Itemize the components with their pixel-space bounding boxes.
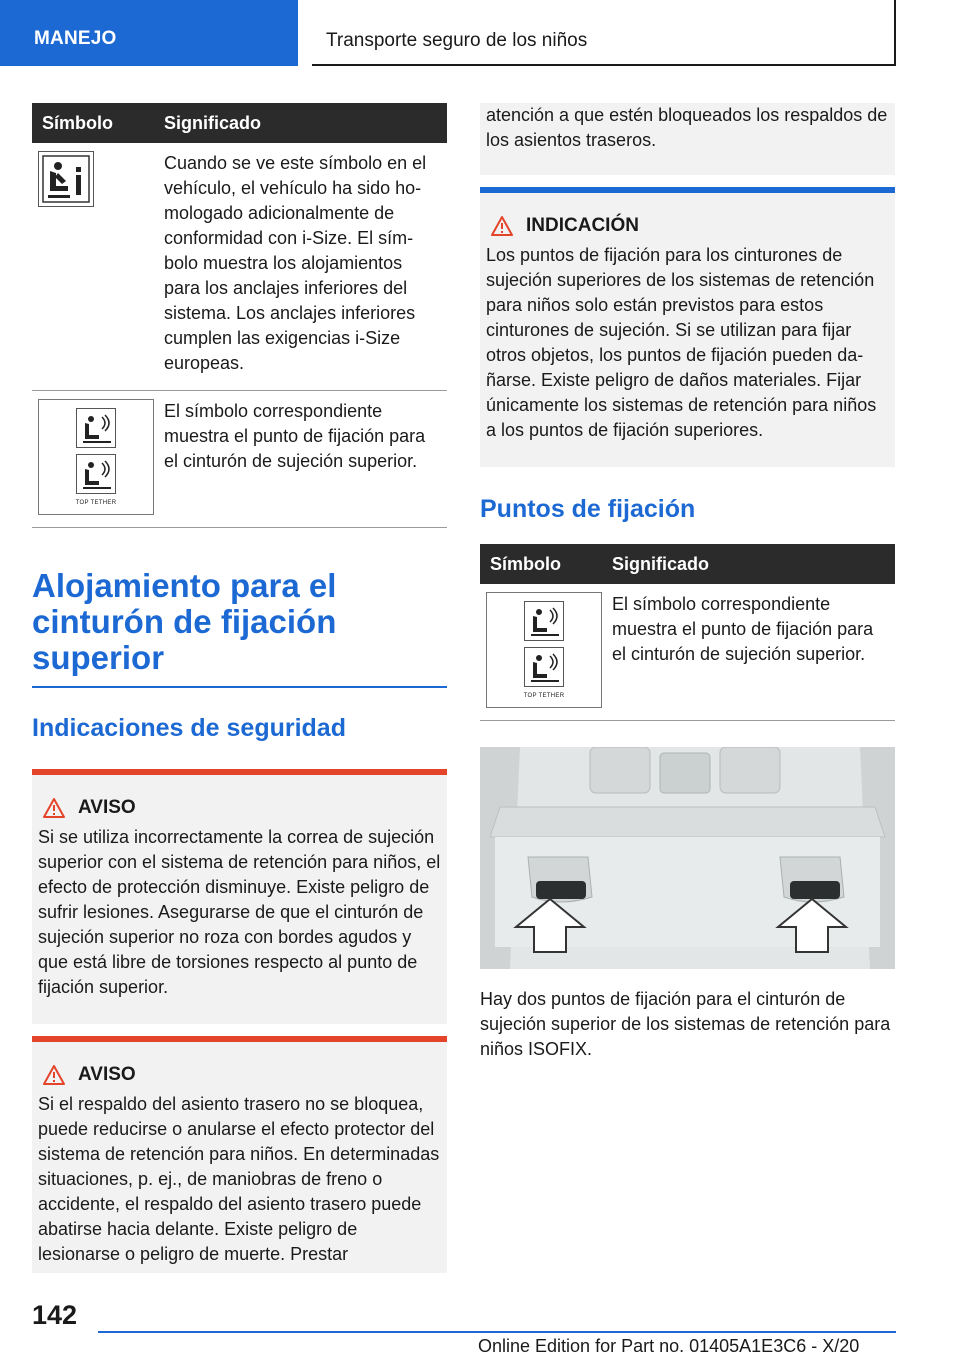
table-row: [32, 391, 447, 528]
warning-title: AVISO: [78, 797, 136, 818]
col-symbol-header: Símbolo: [490, 553, 561, 574]
right-column: [480, 103, 895, 1062]
tether-symbol-icon: [524, 647, 564, 687]
warning-box: [32, 1036, 447, 1273]
subsection-title: Indicaciones de seguridad: [32, 714, 346, 742]
warning-title: AVISO: [78, 1064, 136, 1085]
page-number: 142: [32, 1300, 78, 1330]
table-row: [480, 584, 895, 721]
table-row: [32, 143, 447, 391]
warning-triangle-icon: [42, 797, 66, 819]
warning-box-continued: [480, 103, 895, 175]
tether-symbol-icon: [76, 454, 116, 494]
warning-triangle-icon: [490, 215, 514, 237]
notice-box: [480, 187, 895, 467]
section-title: Alojamiento para el cinturón de fijación superior: [32, 568, 447, 688]
tether-symbol-icon: [76, 408, 116, 448]
i-size-child-seat-icon: [38, 151, 94, 207]
row-description: El símbolo correspondiente muestra el punto de fijación para el cinturón de sujeción superior.: [612, 594, 874, 664]
header-section-tab: [0, 0, 298, 66]
photo-caption: Hay dos puntos de fijación para el cinturón de sujeción superior de los sistemas de retención para niños ISOFIX.: [480, 989, 891, 1059]
notice-title: INDICACIÓN: [526, 215, 639, 236]
warning-triangle-icon: [42, 1064, 66, 1086]
notice-body: Los puntos de fijación para los cinturones de sujeción superiores de los sistemas de retención para niños solo están previstos para estos cinturones de sujeción. Si se utilizan para fijar otros objetos, los puntos de fijación pueden dañarse. Existe peligro de daños materiales. Fijar únicamente los sistemas de retención para niños a los puntos de fijación superiores.: [486, 245, 877, 440]
col-meaning-header: Significado: [612, 553, 710, 574]
top-tether-icon: [38, 399, 154, 515]
header-section-label: MANEJO: [34, 28, 117, 49]
tether-icon-label: TOP TETHER: [523, 693, 565, 699]
row-description: Cuando se ve este símbolo en el vehículo, el vehículo ha sido homologado adicionalmente de conformidad con i-Size. El símbolo muestra los alojamientos para los anclajes inferiores del sistema. Los anclajes inferiores cumplen las exigencias i-Size europeas.: [164, 153, 427, 373]
right-section-title: Puntos de fijación: [480, 495, 696, 523]
symbol-table-header: [32, 103, 447, 143]
row-description: El símbolo correspondiente muestra el punto de fijación para el cinturón de sujeción superior.: [164, 401, 426, 471]
header-chapter-tab: [312, 0, 896, 66]
warning-body-continued: atención a que estén bloqueados los respaldos de los asientos traseros.: [486, 105, 888, 150]
col-symbol-header: Símbolo: [42, 112, 113, 133]
rear-seat-photo: [480, 747, 895, 969]
warning-body: Si se utiliza incorrectamente la correa de sujeción superior con el sistema de retención para niños, el efecto de protección disminuye. Existe peligro de sufrir lesiones. Asegurarse de que el cinturón de sujeción superior no roza con bordes agudos y que está libre de torsiones respecto al punto de fijación superior.: [38, 827, 441, 997]
left-column: [32, 103, 447, 1273]
warning-body: Si el respaldo del asiento trasero no se bloquea, puede reducirse o anularse el efecto protector del sistema de retención para niños. En determinadas situaciones, p. ej., de maniobras de freno o accidente, el respaldo del asiento trasero puede abatirse hacia delante. Existe peligro de lesionarse o peligro de muerte. Prestar: [38, 1094, 440, 1264]
warning-box: [32, 769, 447, 1024]
col-meaning-header: Significado: [164, 112, 262, 133]
symbol-table-header: [480, 544, 895, 584]
footer-divider: [98, 1331, 896, 1333]
tether-icon-label: TOP TETHER: [75, 500, 117, 506]
top-tether-icon: [486, 592, 602, 708]
tether-symbol-icon: [524, 601, 564, 641]
header-chapter-label: Transporte seguro de los niños: [326, 30, 588, 51]
footer-edition: Online Edition for Part no. 01405A1E3C6 - X/20: [478, 1336, 860, 1356]
